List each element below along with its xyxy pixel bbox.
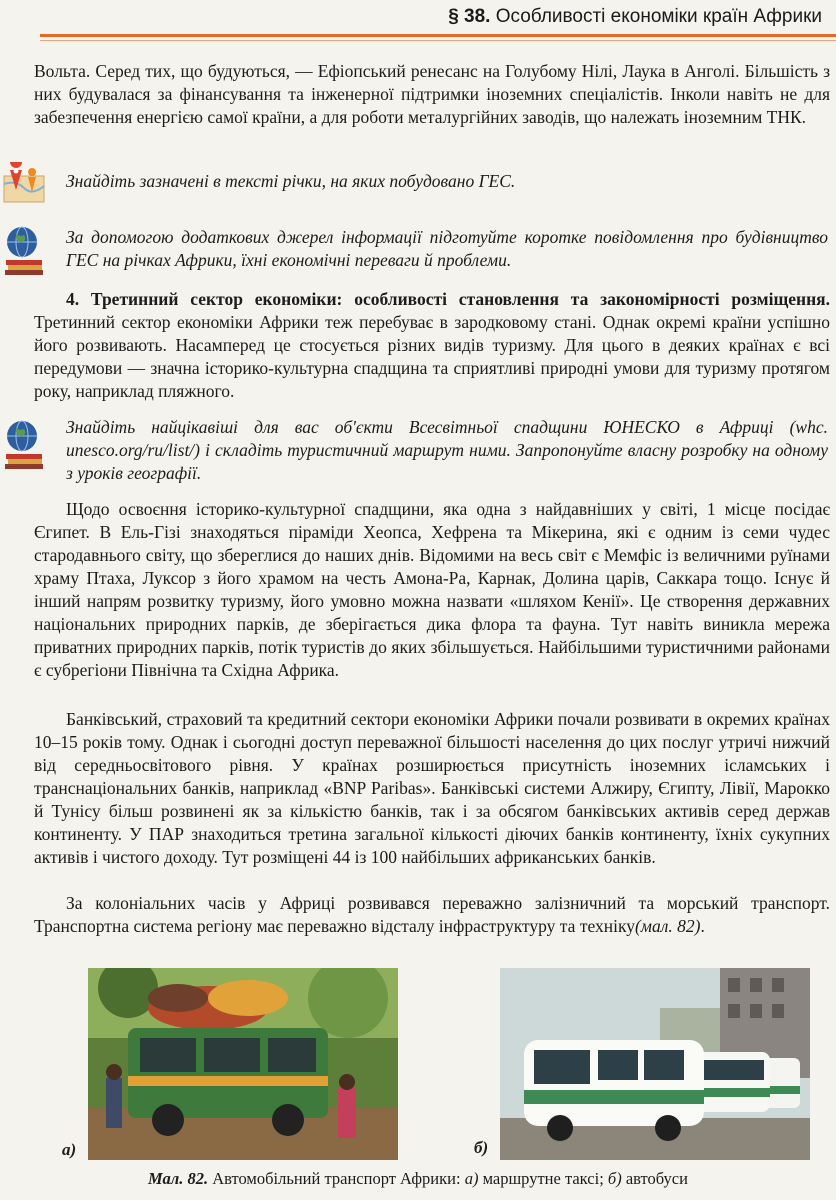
caption-a-text: маршрутне таксі;: [478, 1169, 608, 1188]
header-divider: [40, 34, 836, 37]
section-4: [34, 288, 830, 403]
page-header: [0, 0, 836, 38]
caption-number: Мал. 82.: [148, 1169, 209, 1188]
caption-label-a: а): [464, 1169, 479, 1188]
paragraph-1: [34, 60, 830, 129]
section-number: § 38.: [448, 6, 491, 27]
page-title: [448, 6, 822, 28]
paragraph-2-text: Щодо освоєння історико-культурної спадщини, яка одна з найдавніших у світі, 1 місце посідає Єгипет. В Ель-Гізі знаходяться піраміди Хеопса, Хефрена та Мікерина, які є одним із семи чудес стародавнього світу, що збереглися до наших днів. Відомими на весь світ є Мемфіс із величними руїнами храму Птаха, Луксор з його храмом на честь Амона-Ра, Карнак, Долина царів, Саккара тощо. Існує й інший напрям розвитку туризму, його умовно можна назвати «шляхом Кенії». Це створення державних національних природних парків, де зберігається дика флора та фауна. Тут навіть виникла мережа приватних природних парків, потік туристів до яких збільшується. Найбільшими туристичними районами є субрегіони Північна та Східна Африка.: [34, 499, 830, 680]
photo-buses: [500, 968, 810, 1160]
task-1: [0, 162, 836, 212]
section-title: Особливості економіки країн Африки: [495, 6, 822, 27]
figure-label-a: а): [62, 1140, 77, 1159]
globe-books-icon: [2, 418, 46, 468]
paragraph-4-end: .: [700, 916, 705, 936]
paragraph-4: [34, 892, 830, 938]
figure-reference: (мал. 82): [634, 916, 701, 936]
caption-b-text: автобуси: [621, 1169, 688, 1188]
paragraph-3: [34, 708, 830, 869]
figure-label-b: б): [474, 1138, 489, 1157]
task-3-text: Знайдіть найцікавіші для вас об'єкти Всесвітньої спадщини ЮНЕСКО в Африці (whc. unesco.org/ru/list/) і складіть туристичний маршрут ними. Запропонуйте власну розробку на одному з уроків географії.: [66, 417, 828, 483]
paragraph-3-text: Банківський, страховий та кредитний сектори економіки Африки почали розвивати в окремих країнах 10–15 років тому. Однак і сьогодні доступ переважної більшості населення до цих послуг утричі нижчий від середньосвітового рівня. У країнах розширюється присутність іноземних ісламських і транснаціональних банків, наприклад «BNP Paribas». Банківські системи Алжиру, Єгипту, Лівії, Марокко й Тунісу більш розвинені як за кількістю банків, так і за обсягом банківських активів серед держав континенту. У ПАР знаходиться третина загальної кількості діючих банків континенту, їхніх сукупних активів і чистого доходу. Тут розміщені 44 із 100 найбільших африканських банків.: [34, 709, 830, 867]
map-pin-icon: [2, 162, 46, 212]
section-4-text: Третинний сектор економіки Африки теж перебуває в зародковому стані. Однак окремі країни успішно його розвивають. Насамперед це стосується різних видів туризму. Для цього в деяких країнах є всі передумови — значна історико-культурна спадщина та сприятливі природні умови для туризму протягом року, наприклад пляжного.: [34, 312, 830, 401]
header-divider-thin: [40, 40, 836, 41]
caption-label-b: б): [607, 1169, 622, 1188]
task-3: [0, 414, 836, 488]
paragraph-2: [34, 498, 830, 682]
paragraph-1-text: Вольта. Серед тих, що будуються, — Ефіопський ренесанс на Голубому Нілі, Лаука в Анголі. Більшість з них будувалася за фінансування та інженерної підтримки іноземних спеціалістів. Інколи навіть не для забезпечення енергією самої країни, а для роботи металургійних заводів, що належать іноземним ТНК.: [34, 61, 830, 127]
section-4-heading: 4. Третинний сектор економіки: особливості становлення та закономірності розміщення.: [66, 289, 830, 309]
caption-text: Автомобільний транспорт Африки:: [208, 1169, 465, 1188]
task-2: [0, 224, 836, 276]
paragraph-4-text: За колоніальних часів у Африці розвивався переважно залізничний та морський транспорт. Транспортна система регіону має переважно відсталу інфраструктуру та техніку: [34, 893, 830, 936]
globe-books-icon: [2, 224, 46, 274]
task-2-text: За допомогою додаткових джерел інформації підготуйте коротке повідомлення про будівництво ГЕС на річках Африки, їхні економічні переваги й проблеми.: [66, 227, 828, 270]
figure-caption: [0, 1169, 836, 1189]
photo-minibus-taxi: [88, 968, 398, 1160]
task-1-text: Знайдіть зазначені в тексті річки, на яких побудовано ГЕС.: [66, 171, 516, 191]
